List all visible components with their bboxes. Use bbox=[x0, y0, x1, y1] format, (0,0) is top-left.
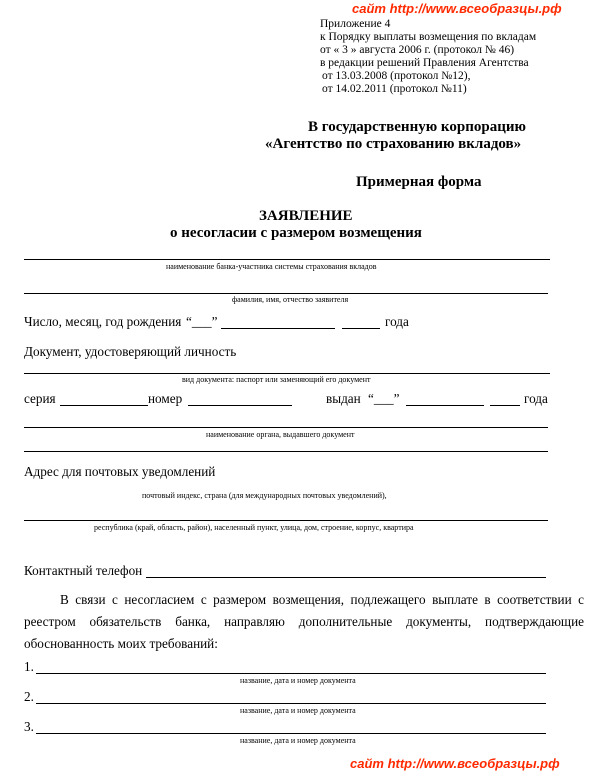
document-title: ЗАЯВЛЕНИЕ bbox=[259, 208, 353, 224]
item-3-number: 3. bbox=[24, 719, 34, 734]
birth-year-suffix: года bbox=[385, 314, 409, 329]
watermark-top: сайт http://www.всеобразцы.рф bbox=[352, 1, 562, 16]
issuer-line[interactable] bbox=[24, 427, 548, 428]
item-3-line[interactable] bbox=[36, 733, 546, 734]
appendix-line-5: от 13.03.2008 (протокол №12), bbox=[322, 70, 471, 82]
applicant-name-caption: фамилия, имя, отчество заявителя bbox=[232, 295, 349, 304]
appendix-line-3: от « 3 » августа 2006 г. (протокол № 46) bbox=[320, 44, 515, 56]
issued-label: выдан bbox=[326, 391, 361, 406]
item-2-number: 2. bbox=[24, 689, 34, 704]
identity-doc-caption: вид документа: паспорт или заменяющий его документ bbox=[182, 375, 371, 384]
appendix-line-2: к Порядку выплаты возмещения по вкладам bbox=[320, 31, 537, 43]
item-2-line[interactable] bbox=[36, 703, 546, 704]
watermark-bottom: сайт http://www.всеобразцы.рф bbox=[350, 756, 560, 771]
bank-name-line[interactable] bbox=[24, 259, 550, 260]
phone-field[interactable] bbox=[146, 577, 546, 578]
postal-address-label: Адрес для почтовых уведомлений bbox=[24, 464, 216, 479]
appendix-line-4: в редакции решений Правления Агентства bbox=[320, 57, 529, 69]
postal-index-caption: почтовый индекс, страна (для международных почтовых уведомлений), bbox=[142, 491, 387, 500]
form-type: Примерная форма bbox=[356, 174, 482, 190]
series-label: серия bbox=[24, 391, 56, 406]
addressee-line-2: «Агентство по страхованию вкладов» bbox=[265, 136, 522, 152]
bank-name-caption: наименование банка-участника системы страхования вкладов bbox=[166, 262, 377, 271]
phone-label: Контактный телефон bbox=[24, 563, 143, 578]
number-label: номер bbox=[148, 391, 183, 406]
region-caption: республика (край, область, район), населенный пункт, улица, дом, строение, корпус, квартира bbox=[94, 523, 414, 532]
postal-address-line[interactable] bbox=[24, 520, 548, 521]
item-1-caption: название, дата и номер документа bbox=[240, 676, 356, 685]
item-1-line[interactable] bbox=[36, 673, 546, 674]
appendix-line-1: Приложение 4 bbox=[320, 18, 391, 30]
request-paragraph bbox=[24, 589, 584, 655]
birth-month-field[interactable] bbox=[221, 328, 335, 329]
document-subtitle: о несогласии с размером возмещения bbox=[170, 225, 422, 241]
issued-month-field[interactable] bbox=[406, 405, 484, 406]
item-1-number: 1. bbox=[24, 659, 34, 674]
issued-year-field[interactable] bbox=[490, 405, 520, 406]
identity-doc-line[interactable] bbox=[24, 373, 550, 374]
identity-doc-label: Документ, удостоверяющий личность bbox=[24, 344, 237, 359]
issuer-caption: наименование органа, выдавшего документ bbox=[206, 430, 355, 439]
applicant-name-line[interactable] bbox=[24, 293, 548, 294]
appendix-line-6: от 14.02.2011 (протокол №11) bbox=[322, 83, 467, 95]
request-paragraph-first: В связи с несогласием с размером возмещения, подлежащего выплате в соответствии с bbox=[60, 592, 584, 607]
birth-day-field[interactable]: “___” bbox=[186, 314, 218, 329]
birth-date-label: Число, месяц, год рождения bbox=[24, 314, 182, 329]
series-field[interactable] bbox=[60, 405, 148, 406]
addressee-line-1: В государственную корпорацию bbox=[308, 119, 526, 135]
issued-day-field[interactable]: “___” bbox=[368, 391, 400, 406]
item-3-caption: название, дата и номер документа bbox=[240, 736, 356, 745]
request-paragraph-rest: реестром обязательств банка, направляю дополнительные документы, подтверждающие обоснованность моих требований: bbox=[24, 614, 584, 651]
issuer-line-2[interactable] bbox=[24, 451, 548, 452]
number-field[interactable] bbox=[188, 405, 292, 406]
birth-year-field[interactable] bbox=[342, 328, 380, 329]
issued-year-suffix: года bbox=[524, 391, 548, 406]
item-2-caption: название, дата и номер документа bbox=[240, 706, 356, 715]
